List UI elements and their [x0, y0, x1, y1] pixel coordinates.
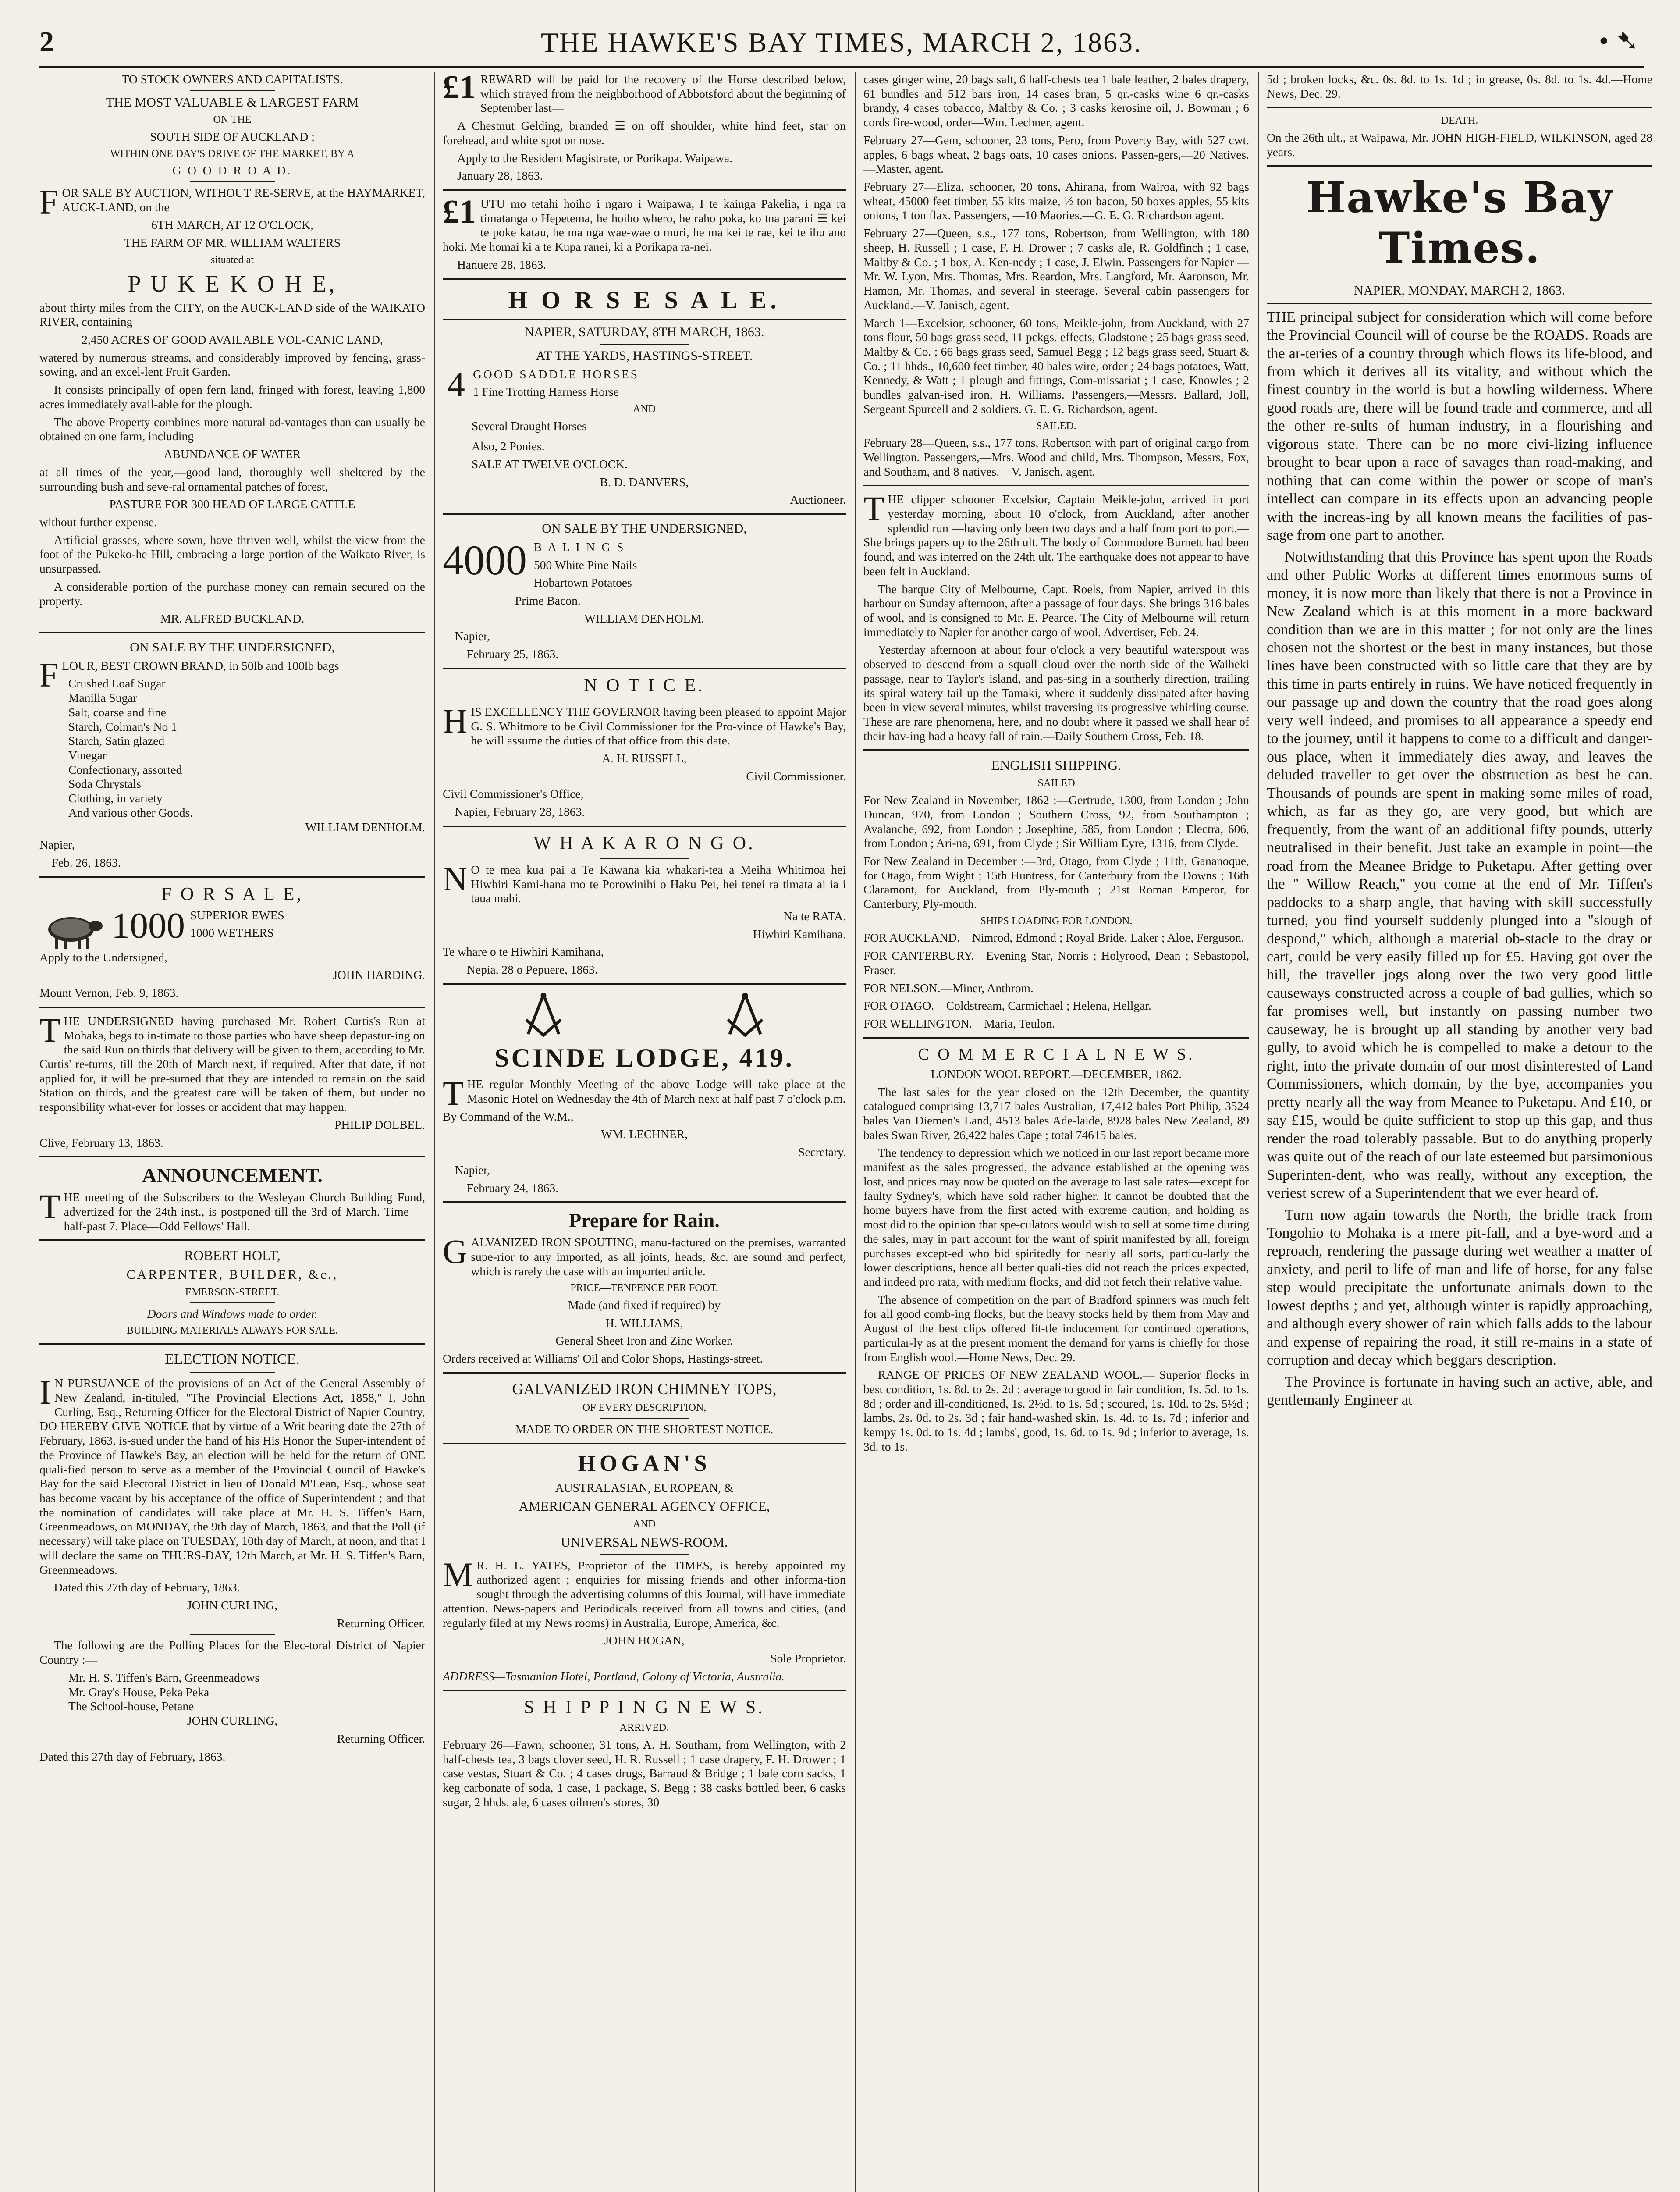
- farm-para: A considerable portion of the purchase money can remain secured on the property.: [39, 579, 425, 608]
- list-item: FOR NELSON.—Miner, Anthrom.: [863, 981, 1034, 995]
- lodge-place: Napier,: [455, 1163, 490, 1177]
- farm-of: THE FARM OF MR. WILLIAM WALTERS: [124, 236, 341, 250]
- lodge-notice: [443, 991, 846, 1195]
- holt-materials: BUILDING MATERIALS ALWAYS FOR SALE.: [126, 1325, 338, 1337]
- divider: [443, 189, 846, 191]
- column-2: [443, 72, 846, 2192]
- divider: [600, 1418, 689, 1419]
- rain-made: Made (and fixed if required) by: [568, 1298, 721, 1312]
- list-item: Crushed Loaf Sugar: [68, 676, 166, 690]
- news-para: THE clipper schooner Excelsior, Captain Meikle-john, arrived in port yesterday morning, about 10 o'clock, from Auckland, after another splendid run —having only been two days and a half from port to port.—She brings papers up to the 26th ult. The body of Commodore Burnett had been found, and was interred on the 24th ult. The earthquake does not appear to have been felt in Auckland.: [863, 489, 1249, 578]
- reward-advert: [443, 72, 846, 183]
- ewes-heading: F O R S A L E,: [161, 884, 303, 904]
- shipping-para: February 27—Gem, schooner, 23 tons, Pero, from Poverty Bay, with 527 cwt. apples, 6 bags wheat, 2 bags oats, 10 cases onions. Passen-gers,—20 Natives.—Master, agent.: [863, 133, 1249, 176]
- divider: [443, 983, 846, 985]
- shipping-para: March 1—Excelsior, schooner, 60 tons, Meikle-john, from Auckland, with 27 tons flour, 50 bags grass seed, 11 pckgs. effects, Gladstone ; 25 bags grass seed, Maltby & Co. ; 66 bags grass seed, Samuel Begg ; 12 bags grass seed, Stuart & Co. ; 11 hhds., 10,600 feet timber, 40 bales wire, order ; 24 bags potatoes, Watt, Kennedy, & Watt ; 1 plough and fittings, Com-missariat ; 1 case, Knowles ; 2 bundles galvan-ised iron, H. Williams. Passengers,—Messrs. Ballard, Joll, Sergeant Spurcell and 2 soldiers. G. E. G. Richardson, agent.: [863, 316, 1249, 416]
- list-item: Mr. Gray's House, Peka Peka: [68, 1685, 210, 1699]
- square-compass-icon: [519, 991, 568, 1039]
- horse-and: AND: [633, 403, 656, 415]
- masonic-emblems: [443, 991, 846, 1039]
- square-compass-icon: [721, 991, 769, 1039]
- list-item: And various other Goods.: [68, 805, 193, 819]
- governor-notice: [443, 675, 846, 819]
- farm-advert: [39, 72, 425, 626]
- list-item: FOR AUCKLAND.—Nimrod, Edmond ; Royal Bride, Laker ; Aloe, Ferguson.: [863, 931, 1244, 945]
- whakarongo-date: Nepia, 28 o Pepuere, 1863.: [467, 963, 598, 977]
- divider: [39, 1343, 425, 1345]
- divider: [600, 1554, 689, 1555]
- ewes-line: 1000 WETHERS: [190, 926, 274, 940]
- page-number: 2: [39, 26, 54, 58]
- poll-role: Returning Officer.: [337, 1731, 425, 1745]
- hogan-and: AND: [633, 1519, 656, 1530]
- ewes-date: Mount Vernon, Feb. 9, 1863.: [39, 986, 179, 1000]
- divider: [863, 485, 1249, 486]
- balings-place: Napier,: [455, 629, 490, 643]
- column-3: [863, 72, 1249, 2192]
- rain-orders: Orders received at Williams' Oil and Color Shops, Hastings-street.: [443, 1351, 763, 1365]
- horse-signature: B. D. DANVERS,: [600, 475, 689, 489]
- commercial-para: The tendency to depression which we noticed in our last report became more manifest as the sales progressed, the advance established at the opening was lost, and prices may now be quoted on the average to last sale rates—except for faulty Sydney's, which have sold rather higher. It cannot be doubted that the home buyers have from the first acted with extreme caution, and holding as most did to the opinion that spe-culators would wish to sell at some time during the sales, may in part account for the want of spirit manifested by all, foreign purchases except-ed who bid spiritedly for nearly all sorts, particu-larly the lower descriptions, hence all better quali-ties did not reach the prices expected, and indeed pro rata, with medium flocks, and did not fetch their relative value.: [863, 1146, 1249, 1288]
- commercial-para: The last sales for the year closed on the 12th December, the quantity catalogued comprising 13,717 bales Australian, 17,412 bales Port Philip, 3524 bales Van Diemen's Land, 4513 bales Ade-laide, 8928 bales New Zealand, 89 bales Swan River, 26,422 bales Cape ; total 74615 bales.: [863, 1085, 1249, 1142]
- maori-reward-advert: [443, 193, 846, 272]
- whakarongo-from: Te whare o te Hiwhiri Kamihana,: [443, 945, 604, 959]
- english-shipping-heading: ENGLISH SHIPPING.: [991, 757, 1122, 773]
- whakarongo-notice: [443, 833, 846, 977]
- farm-acres: 2,450 ACRES OF GOOD AVAILABLE VOL-CANIC LAND,: [82, 333, 383, 347]
- column-rule: [855, 72, 856, 2192]
- divider: [190, 1634, 275, 1635]
- divider: [443, 1201, 846, 1203]
- election-para: IN PURSUANCE of the provisions of an Act of the General Assembly of New Zealand, in-tituled, "The Provincial Elections Act, 1858," I, John Curling, Esq., Returning Officer for the Electoral District of Napier Country, DO HEREBY GIVE NOTICE that by virtue of a Writ bearing date the 27th of February, 1863, is-sued under the hand of his His Honor the Super-intendent of the Province of Hawke's Bay, an election will be held for the return of ONE quali-fied person to serve as a member of the Provincial Council of Hawke's Bay for the said Electoral District in lieu of Donald M'Lean, Esq., whose seat has become vacant by his acceptance of the office of Superintendent ; and that the nomination of candidates will take place at Mr. H. S. Tiffen's Barn, Greenmeadows, on MONDAY, the 9th day of March, 1863, and that the Poll (if necessary) will take place on TUESDAY, 10th day of March, at noon, and that I will declare the same on THURS-DAY, 12th March, at Mr. H. S. Tiffen's Barn, Greenmeadows.: [39, 1373, 425, 1576]
- run-para: THE UNDERSIGNED having purchased Mr. Robert Curtis's Run at Mohaka, begs to in-timate to those parties who have sheep depastur-ing on the said Run on thirds that delivery will be given to them, according to Mr. Curtis' re-turns, till the 20th of March next, if required. After that date, if not applied for, it will be pre-sumed that they are intended to remain on the said Station on thirds, and the greatest care will be taken of them, but under no responsibility what-ever for losses or accident that may happen.: [39, 1011, 425, 1114]
- hogan-heading: HOGAN'S: [578, 1451, 711, 1476]
- editorial-para: Notwithstanding that this Province has spent upon the Roads and other Public Works at different times enormous sums of money, it is now more than likely that there is not a Province in New Zealand which is at this moment in a more backward condition than we are in this matter ; for not only are the lines chosen not the shortest or the best in many instances, but those lines have been constructed with so little care that they are by this time in parts entirely in ruins. We have noticed frequently in our passage up and down the country that the road goes along very well indeed, and promises to all appearance a speedy end to the journey, until it happens to come to a difficult and danger-ous place, when it immediately dies away, and leaves the deluded traveller to get over the obstruction as best he can. Thousands of pounds are spent in making some miles of road, which, as far as they go, are very good, but which are frequently, from the want of an additional fifty pounds, utterly neutralised in their benefit. Just take an example in point—the road from the Meanee Bridge to Puketapu. After getting over the " Willow Reach," you come at the end of Mr. Tiffen's paddocks to a sharp angle, that having with skill successfully turned, you find yourself suddenly plunged into a "slough of despond," which, although a material ob-stacle to the dray or cart, could be very easily filled up for £5. Having got over the hill, the traveller jogs along over the two very good little causeways constructed across a couple of bad gullies, which so far promises well, but instantly on passing number two causeway, he is brought up all standing by another very bad gully, to avoid which he is compelled to make a detour to the right, into the private domain of our most disinterested of Land Commissioners, which domain, by the bye, accompanies you pretty nearly all the way from Meanee to Puketapu. And £10, or say £15, would be quite sufficient to stop up this gap, and thus render the road tolerably passable. But to do anything properly was quite out of the reach of our late esteemed but parsimonious Superinten-dent, who was really, without any exception, the veriest screw of a Superintendent that we ever heard of.: [1267, 548, 1652, 1202]
- divider: [443, 1690, 846, 1691]
- reward-para: Apply to the Resident Magistrate, or Porikapa. Waipawa.: [457, 151, 733, 165]
- shipping-arrived: ARRIVED.: [619, 1722, 669, 1734]
- horse-sale-date: NAPIER, SATURDAY, 8TH MARCH, 1863.: [524, 325, 764, 340]
- farm-situated: situated at: [211, 254, 254, 266]
- shipping-heading: S H I P P I N G N E W S.: [524, 1697, 765, 1718]
- divider: [1267, 107, 1652, 108]
- lodge-heading: SCINDE LODGE, 419.: [494, 1043, 794, 1072]
- column-4: [1267, 72, 1652, 2192]
- english-sailed-label: SAILED: [1037, 777, 1075, 789]
- election-role: Returning Officer.: [337, 1616, 425, 1630]
- horse-sale-yards: AT THE YARDS, HASTINGS-STREET.: [536, 348, 753, 363]
- shipping-para: February 27—Eliza, schooner, 20 tons, Ahirana, from Wairoa, with 92 bags wheat, 45000 feet timber, 55 kits maize, ½ ton bacon, 50 boxes apples, 55 kits onions, 1 ton flax. Passengers, —10 Maories.—G. E. G. Richardson agent.: [863, 180, 1249, 222]
- hogan-role: Sole Proprietor.: [770, 1651, 846, 1665]
- holt-trade: CARPENTER, BUILDER, &c.,: [126, 1267, 338, 1282]
- list-item: Confectionary, assorted: [68, 762, 182, 776]
- editorial-para: THE principal subject for consideration which will come before the Provincial Council will of course be the ROADS. Roads are the ar-teries of a country through which flows its life-blood, and from which it derives all its vitality, and without which the finest country in the world is but a howling wilderness. Where good roads are, there will be found trade and commerce, and all the other re-sults of human industry, in a flourishing and vigorous state. There can be no more civi-lizing influence brought to bear upon a race of savages than road-making, and nothing that can come within the power or scope of man's intellect can compare in its effects upon an advancing people with the increas-ing by all known means the facilities of pas-sage from one part to another.: [1267, 309, 1652, 544]
- announcement-para: THE meeting of the Subscribers to the Wesleyan Church Building Fund, advertized for the 24th inst., is postponed till the 3rd of March. Time —half-past 7. Place—Odd Fellows' Hall.: [39, 1187, 425, 1233]
- flour-signature: WILLIAM DENHOLM.: [305, 820, 425, 834]
- list-item: The School-house, Petane: [68, 1699, 194, 1713]
- divider: [39, 632, 425, 633]
- maori-reward-para: UTU mo tetahi hoiho i ngaro i Waipawa, I te kainga Pakelia, i nga ra timatanga o Hepetema, he hoiho whero, he raho poka, ko tna parani ☰ kei te poke katau, he ma nga wae-wae o muri, he ma kei te rae, kei te ihu ano hoki. Me homai ki a te Kupa ranei, ki a Porikapa ra-nei.: [443, 197, 846, 254]
- balings-heading: ON SALE BY THE UNDERSIGNED,: [542, 521, 747, 536]
- nameplate: Hawke's Bay Times.: [1306, 173, 1613, 273]
- ewes-number: 1000: [111, 905, 185, 946]
- list-item: Salt, coarse and fine: [68, 705, 166, 719]
- balings-advert: [443, 521, 846, 662]
- horse-line: SALE AT TWELVE O'CLOCK.: [472, 457, 628, 471]
- divider: [190, 181, 275, 182]
- divider: [600, 344, 689, 345]
- divider: [443, 513, 846, 515]
- horse-sale-heading: H O R S E S A L E.: [508, 286, 781, 314]
- shipping-para: February 27—Queen, s.s., 177 tons, Robertson, from Wellington, with 180 sheep, H. Russell ; 1 case, F. H. Drower ; 7 casks ale, R. Goldfinch ; 1 case, Maltby & Co. ; 1 box, A. Ken-nedy ; 1 case, J. Elwin. Passengers for Napier —Mr. W. Lyon, Mrs. Thomas, Mrs. Reardon, Mrs. Langford, Mr. Aaronson, Mr. Hamon, Mr. Thomas, and several in steerage. Several cabin passengers for Auckland.—V. Janisch, agent.: [863, 226, 1249, 312]
- divider: [190, 90, 275, 91]
- shipping-para: cases ginger wine, 20 bags salt, 6 half-chests tea 1 bale leather, 2 bales drapery, 61 bundles and 512 bars iron, 14 cases bran, 5 qr.-casks wine 6 qr.-casks brandy, 4 cases tobacco, Maltby & Co. ; 3 casks kerosine oil, J. Bowman ; 6 cords fire-wood, order—Wm. Lechner, agent.: [863, 72, 1249, 129]
- divider: [39, 1007, 425, 1008]
- hogan-line: UNIVERSAL NEWS-ROOM.: [561, 1534, 728, 1550]
- list-item: Manilla Sugar: [68, 691, 137, 705]
- loading-heading: SHIPS LOADING FOR LONDON.: [980, 915, 1133, 927]
- farm-para: at all times of the year,—good land, thoroughly well sheltered by the surrounding bush and seve-ral ornamental patches of forest,—: [39, 465, 425, 493]
- list-item: FOR CANTERBURY.—Evening Star, Norris ; Holyrood, Dean ; Sebastopol, Fraser.: [863, 949, 1249, 977]
- divider: [39, 1156, 425, 1157]
- death-para: On the 26th ult., at Waipawa, Mr. JOHN HIGH-FIELD, WILKINSON, aged 28 years.: [1267, 130, 1652, 159]
- ewes-signature: JOHN HARDING.: [333, 968, 425, 982]
- balings-line: 500 White Pine Nails: [534, 558, 637, 572]
- election-signature: JOHN CURLING,: [187, 1598, 278, 1612]
- horse-line: Also, 2 Ponies.: [472, 439, 545, 453]
- farm-road: G O O D R O A D.: [172, 164, 292, 178]
- commercial-para: RANGE OF PRICES OF NEW ZEALAND WOOL.— Superior flocks in best condition, 1s. 8d. to 2s. 2d ; average to good in fair condition, 1s. 5d. to 1s. 8d ; order and ill-conditioned, 1s. 2½d. to 1s. 5d ; scoured, 1s. 10d. to 2s. 5½d ; lambs, 2s. 0d. to 2s. 3d ; fair hand-washed skin, 1s. 4d. to 1s. 7d ; inferior and kempy 1s. 0d. to 1s. 4d ; lambs', good, 1s. 6d. to 1s. 9d ; inferior to average, 1s. 3d. to 1s.: [863, 1368, 1249, 1453]
- commercial-heading: C O M M E R C I A L N E W S.: [918, 1045, 1195, 1064]
- list-item: Vinegar: [68, 748, 107, 762]
- poll-para: The following are the Polling Places for the Elec-toral District of Napier Country :—: [39, 1638, 425, 1667]
- reward-amount: £1: [443, 72, 476, 106]
- sheep-icon: [39, 911, 105, 950]
- poll-signature: JOHN CURLING,: [187, 1714, 278, 1728]
- masthead: [39, 18, 1644, 68]
- rain-heading: Prepare for Rain.: [569, 1209, 720, 1232]
- farm-name: P U K E K O H E,: [128, 270, 337, 297]
- reward-date: January 28, 1863.: [457, 169, 543, 183]
- horse-line: 1 Fine Trotting Harness Horse: [473, 385, 619, 399]
- announcement: [39, 1164, 425, 1233]
- news-para: The barque City of Melbourne, Capt. Roels, from Napier, arrived in this harbour on Sunday afternoon, after a passage of four days. She brings 316 bales of wool, and is consigned to Mr. E. Pearce. The City of Melbourne will return immediately to Napier for another cargo of wool. Advertiser, Feb. 24.: [863, 582, 1249, 639]
- divider: [39, 1239, 425, 1241]
- commercial-para: The absence of competition on the part of Bradford spinners was much felt for all good comb-ing flocks, but the heavy stocks held by them from May and August of the best clips offered lit-tle inducement for continued operations, particular-ly as at the present moment the demand for yarns is chiefly for those from English wool.—Home News, Dec. 29.: [863, 1292, 1249, 1364]
- lodge-para: THE regular Monthly Meeting of the above Lodge will take place at the Masonic Hotel on Wednesday the 4th of March next at half past 7 o'clock p.m.: [443, 1074, 846, 1113]
- masthead-mark: • ➷: [1598, 25, 1639, 56]
- maori-reward-amount: £1: [443, 193, 476, 231]
- horse-role: Auctioneer.: [790, 493, 846, 507]
- notice-signature: A. H. RUSSELL,: [602, 751, 687, 765]
- divider: [443, 826, 846, 827]
- balings-line: Hobartown Potatoes: [534, 576, 632, 590]
- announcement-heading: ANNOUNCEMENT.: [142, 1164, 323, 1187]
- divider: [863, 749, 1249, 751]
- rain-signature: H. WILLIAMS,: [605, 1316, 683, 1330]
- commercial-para: 5d ; broken locks, &c. 0s. 8d. to 1s. 1d ; in grease, 0s. 8d. to 1s. 4d.—Home News, Dec. 29.: [1267, 72, 1652, 100]
- divider: [863, 1037, 1249, 1039]
- farm-para: about thirty miles from the CITY, on the AUCK-LAND side of the WAIKATO RIVER, containing: [39, 300, 425, 329]
- editorial: [1267, 308, 1652, 1409]
- list-item: Clothing, in variety: [68, 791, 163, 805]
- reward-para: A Chestnut Gelding, branded ☰ on off shoulder, white hind feet, star on forehead, and white spot on nose.: [443, 119, 846, 147]
- divider: [39, 876, 425, 878]
- chimney-advert: [443, 1380, 846, 1437]
- farm-pasture: PASTURE FOR 300 HEAD OF LARGE CATTLE: [109, 497, 355, 511]
- dateline: NAPIER, MONDAY, MARCH 2, 1863.: [1354, 283, 1565, 298]
- chimney-sub: OF EVERY DESCRIPTION,: [582, 1402, 707, 1414]
- rain-para: GALVANIZED IRON SPOUTING, manu-factured on the premises, warranted supe-rior to any imported, as all joints, heads, &c. are sound and perfect, which is rarely the case with an imported article.: [443, 1232, 846, 1278]
- holt-advert: [39, 1247, 425, 1337]
- farm-within: WITHIN ONE DAY'S DRIVE OF THE MARKET, BY A: [110, 148, 355, 160]
- whakarongo-role: Hiwhiri Kamihana.: [753, 927, 846, 941]
- balings-line: Prime Bacon.: [515, 594, 581, 608]
- ewes-advert: [39, 884, 425, 1000]
- maori-reward-date: Hanuere 28, 1863.: [457, 257, 547, 271]
- hogan-signature: JOHN HOGAN,: [604, 1633, 685, 1648]
- divider: [190, 1302, 275, 1303]
- farm-para: watered by numerous streams, and considerably improved by fencing, grass-sowing, and an excel-lent Fruit Garden.: [39, 350, 425, 379]
- balings-line: B A L I N G S: [534, 540, 625, 554]
- divider: [443, 1443, 846, 1444]
- notice-role: Civil Commissioner.: [746, 769, 846, 783]
- rain-price: PRICE—TENPENCE PER FOOT.: [570, 1282, 718, 1294]
- editorial-para: Turn now again towards the North, the bridle track from Tongohio to Mohaka is a mere pit-fall, and a bye-word and a reproach, rendering the passage during wet weather a matter of anxiety, and peril to life of man and life of horse, for any false step would precipitate the unfortunate animals down to the lowest depths ; and yet, although winter is rapidly approaching, and although every shower of rain which falls adds to the labour and expense of repairing the road, it still re-mains in a state of corruption and decay which beggars description.: [1267, 1206, 1652, 1369]
- divider: [600, 858, 689, 859]
- column-rule: [1258, 72, 1259, 2192]
- hogan-line: AUSTRALASIAN, EUROPEAN, &: [555, 1480, 734, 1495]
- notice-date: Napier, February 28, 1863.: [455, 805, 585, 819]
- rain-role: General Sheet Iron and Zinc Worker.: [555, 1334, 733, 1348]
- run-signature: PHILIP DOLBEL.: [334, 1117, 425, 1132]
- hogan-line: AMERICAN GENERAL AGENCY OFFICE,: [519, 1498, 770, 1514]
- notice-office: Civil Commissioner's Office,: [443, 787, 584, 801]
- divider: [443, 319, 846, 320]
- holt-street: EMERSON-STREET.: [185, 1286, 280, 1298]
- run-date: Clive, February 13, 1863.: [39, 1135, 163, 1149]
- horse-line: GOOD SADDLE HORSES: [473, 367, 639, 381]
- death-heading: DEATH.: [1441, 115, 1478, 127]
- divider: [1267, 165, 1652, 167]
- english-shipping-para: For New Zealand in December :—3rd, Otago, from Clyde ; 11th, Gananoque, for Otago, from Wight ; 15th Huntress, for Canterbury from the Downs ; 16th Claramont, for Auckland, from Ply-mouth ; 21st Roman Emperor, for Canterbury, Ply-mouth.: [863, 854, 1249, 911]
- shipping-para: February 28—Queen, s.s., 177 tons, Robertson with part of original cargo from Wellington. Passengers,—Mrs. Wood and child, Mrs. Thompson, Messrs, Fox, and Southam, and 8 natives.—V. Janisch, agent.: [863, 436, 1249, 478]
- lodge-signature: WM. LECHNER,: [601, 1127, 688, 1141]
- run-advert: [39, 1011, 425, 1150]
- stock-heading: TO STOCK OWNERS AND CAPITALISTS.: [121, 72, 343, 86]
- list-item: Starch, Colman's No 1: [68, 719, 177, 733]
- list-item: Soda Chrystals: [68, 777, 141, 791]
- list-item: Starch, Satin glazed: [68, 734, 165, 748]
- horse-sale-advert: [443, 286, 846, 508]
- shipping-para: February 26—Fawn, schooner, 31 tons, A. H. Southam, from Wellington, with 2 half-chests tea, 3 bags clover seed, H. R. Russell ; 1 case drapery, F. H. Drower ; 1 case vestas, Stuart & Co. ; 4 cases drugs, Barraud & Bridge ; 1 bale corn sacks, 1 keg carbonate of soda, 1 case, 1 package, S. Begg ; 38 casks bottled beer, 6 casks sugar, 2 hhds. ale, 6 cases oilmen's stores, 30: [443, 1737, 846, 1809]
- list-item: FOR WELLINGTON.—Maria, Teulon.: [863, 1016, 1055, 1030]
- chimney-heading: GALVANIZED IRON CHIMNEY TOPS,: [512, 1380, 777, 1398]
- farm-para: The above Property combines more natural ad-vantages than can usually be obtained on one farm, including: [39, 415, 425, 443]
- farm-water: ABUNDANCE OF WATER: [163, 447, 301, 461]
- divider: [443, 668, 846, 669]
- notice-para: HIS EXCELLENCY THE GOVERNOR having been pleased to appoint Major G. S. Whitmore to be Civil Commissioner for the Pro-vince of Hawke's Bay, he will assume the duties of that office from this date.: [443, 701, 846, 747]
- hogan-advert: [443, 1450, 846, 1684]
- hogan-para: MR. H. L. YATES, Proprietor of the TIMES, is hereby appointed my authorized agent ; enquiries for missing friends and other informa-tion sought through the advertising columns of this Journal, will have immediate attention. News-papers and Periodicals received from all towns and cities, (and regularly filed at my News rooms) in Australia, Europe, America, &c.: [443, 1555, 846, 1630]
- lodge-role: Secretary.: [798, 1145, 846, 1159]
- farm-date: 6TH MARCH, AT 12 O'CLOCK,: [151, 218, 313, 232]
- horse-number: 4: [447, 364, 465, 404]
- election-notice: [39, 1351, 425, 1764]
- farm-south: SOUTH SIDE OF AUCKLAND ;: [150, 129, 315, 143]
- list-item: Mr. H. S. Tiffen's Barn, Greenmeadows: [68, 1670, 260, 1684]
- rain-advert: [443, 1209, 846, 1366]
- sailed-label: SAILED.: [1036, 420, 1076, 432]
- divider: [190, 1372, 275, 1373]
- masthead-title: THE HAWKE'S BAY TIMES, MARCH 2, 1863.: [541, 27, 1142, 58]
- flour-date: Feb. 26, 1863.: [51, 856, 121, 870]
- horse-line: Several Draught Horses: [472, 419, 587, 433]
- divider: [443, 278, 846, 280]
- lodge-date: February 24, 1863.: [467, 1181, 559, 1195]
- news-para: Yesterday afternoon at about four o'clock a very beautiful waterspout was observed to descend from a squall cloud over the north side of the Waiheki passage, near to Taylor's island, and pas-sing in a southerly direction, trailing its spiral watery tail up the Tamaki, where it suddenly dissipated after having been in view several minutes, whilst traversing its progressive whirling course. These are rare phenomena, here, and no doubt where it passed we shall hear of their hav-ing had a heavy fall of rain.—Daily Southern Cross, Feb. 18.: [863, 643, 1249, 743]
- farm-on: ON THE: [213, 114, 252, 126]
- commercial-sub: LONDON WOOL REPORT.—DECEMBER, 1862.: [931, 1067, 1182, 1081]
- flour-heading: ON SALE BY THE UNDERSIGNED,: [130, 640, 335, 655]
- poll-date: Dated this 27th day of February, 1863.: [39, 1749, 226, 1763]
- balings-signature: WILLIAM DENHOLM.: [584, 611, 704, 625]
- holt-name: ROBERT HOLT,: [184, 1247, 281, 1263]
- farm-heading: THE MOST VALUABLE & LARGEST FARM: [106, 95, 359, 110]
- balings-date: February 25, 1863.: [467, 647, 559, 661]
- lodge-by: By Command of the W.M.,: [443, 1109, 574, 1123]
- ewes-line: Apply to the Undersigned,: [39, 950, 167, 964]
- ewes-line: SUPERIOR EWES: [190, 908, 284, 922]
- farm-para: without further expense.: [39, 515, 157, 529]
- chimney-made: MADE TO ORDER ON THE SHORTEST NOTICE.: [515, 1422, 774, 1436]
- farm-para: It consists principally of open fern land, fringed with forest, leaving 1,800 acres immediately avail-able for the plough.: [39, 383, 425, 411]
- whakarongo-para: NO te mea kua pai a Te Kawana kia whakari-tea a Meiha Whitimoa hei Hiwhiri Kami-hana mo te Porowinihi o Haku Pei, hei tenei ra timata ai ia i taua mahi.: [443, 859, 846, 905]
- divider: [1267, 303, 1652, 304]
- divider: [443, 1372, 846, 1374]
- column-1: [39, 72, 425, 2192]
- reward-para: REWARD will be paid for the recovery of the Horse described below, which strayed from the neighborhood of Abbotsford about the beginning of September last—: [480, 72, 846, 115]
- shipping-news: [443, 1697, 846, 1809]
- election-heading: ELECTION NOTICE.: [165, 1351, 300, 1367]
- farm-signature: MR. ALFRED BUCKLAND.: [160, 612, 305, 626]
- english-shipping-para: For New Zealand in November, 1862 :—Gertrude, 1300, from London ; John Duncan, 970, from London ; Southern Cross, 92, from Southampton ; Avalanche, 692, from London ; Josephine, 585, from London ; Electra, 606, from London ; Ari-na, 691, from Clyde ; Sir William Eyre, 1316, from Clyde.: [863, 793, 1249, 850]
- election-date: Dated this 27th day of February, 1863.: [54, 1580, 240, 1594]
- balings-number: 4000: [443, 536, 527, 584]
- hogan-address: ADDRESS—Tasmanian Hotel, Portland, Colony of Victoria, Australia.: [443, 1669, 785, 1683]
- editorial-para: The Province is fortunate in having such an active, able, and gentlemanly Engineer at: [1267, 1374, 1652, 1409]
- column-rule: [434, 72, 435, 2192]
- farm-sale: FOR SALE BY AUCTION, WITHOUT RE-SERVE, at the HAYMARKET, AUCK-LAND, on the: [39, 182, 425, 221]
- farm-para: Artificial grasses, where sown, have thriven well, whilst the view from the foot of the Pukeko-he Hill, embracing a large portion of the Waikato River, is unsurpassed.: [39, 533, 425, 576]
- holt-doors: Doors and Windows made to order.: [147, 1306, 318, 1320]
- list-item: FOR OTAGO.—Coldstream, Carmichael ; Helena, Hellgar.: [863, 999, 1151, 1013]
- flour-place: Napier,: [39, 838, 75, 852]
- whakarongo-signature: Na te RATA.: [783, 909, 846, 923]
- whakarongo-heading: W H A K A R O N G O.: [533, 833, 755, 854]
- flour-para: FLOUR, BEST CROWN BRAND, in 50lb and 100lb bags: [39, 655, 339, 694]
- flour-advert: [39, 640, 425, 870]
- notice-heading: N O T I C E.: [584, 675, 705, 696]
